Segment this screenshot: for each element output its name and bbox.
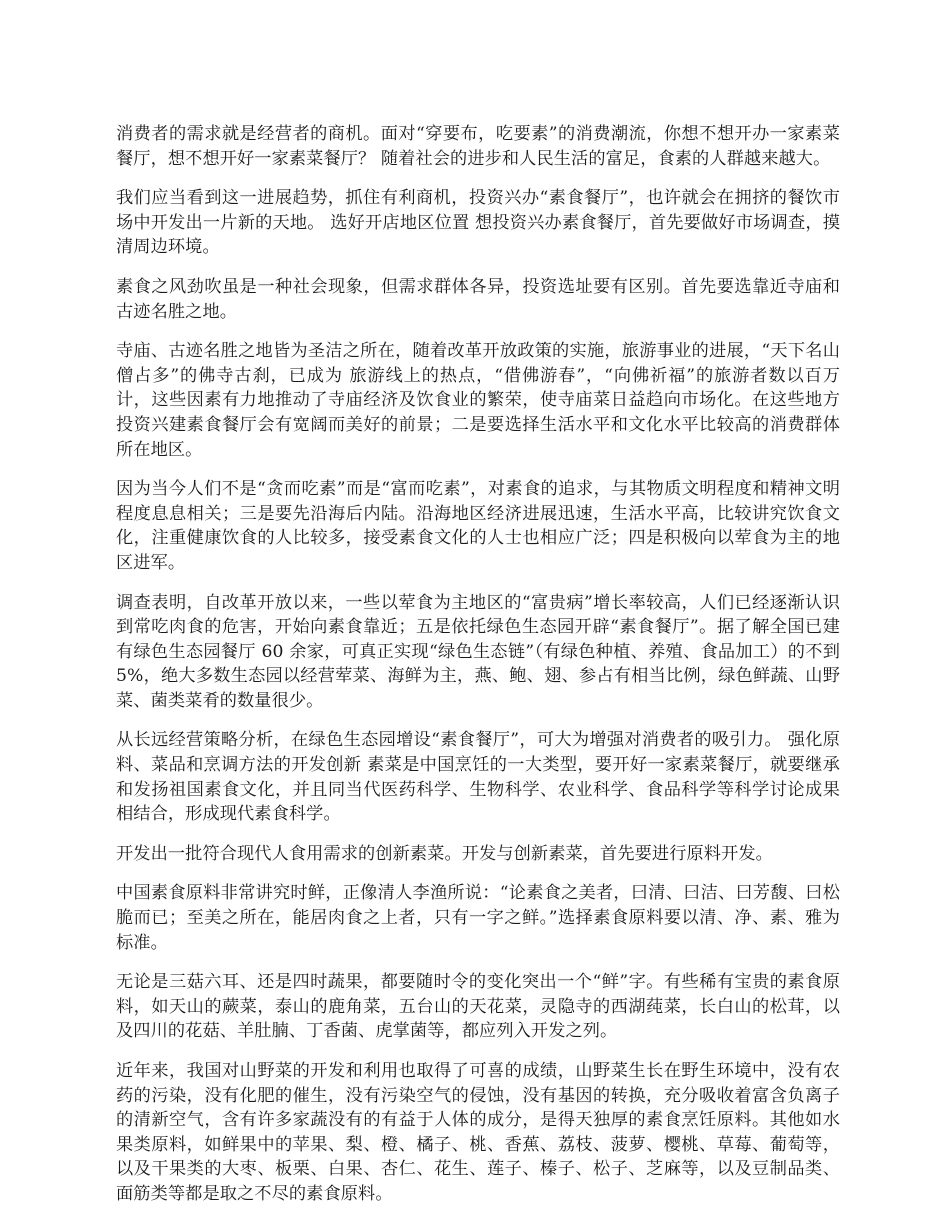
paragraph-9: 中国素食原料非常讲究时鲜，正像清人李渔所说：“论素食之美者，曰清、曰洁、曰芳馥、曰松脆而已；至美之所在，能居肉食之上者，只有一字之鲜。”选择素食原料要以清、净、素、雅为标准。 <box>116 883 840 953</box>
paragraph-7: 从长远经营策略分析，在绿色生态园增设“素食餐厅”，可大为增强对消费者的吸引力。 强化原料、菜品和烹调方法的开发创新 素菜是中国烹饪的一大类型，要开好一家素菜餐厅，就要继承和发扬祖国素食文化，并且同当代医药科学、生物科学、农业科学、食品科学等科学讨论成果相结合，形成现代素食科学。 <box>116 730 840 825</box>
paragraph-1: 消费者的需求就是经营者的商机。面对“穿要布，吃要素”的消费潮流，你想不想开办一家素菜餐厅，想不想开好一家素菜餐厅？ 随着社会的进步和人民生活的富足，食素的人群越来越大。 <box>116 124 840 169</box>
paragraph-8: 开发出一批符合现代人食用需求的创新素菜。开发与创新素菜，首先要进行原料开发。 <box>116 843 773 864</box>
paragraph-2: 我们应当看到这一进展趋势，抓住有利商机，投资兴办“素食餐厅”，也许就会在拥挤的餐饮市场中开发出一片新的天地。 选好开店地区位置 想投资兴办素食餐厅，首先要做好市场调查，摸清周边环境。 <box>116 188 840 258</box>
paragraph-6: 调查表明，自改革开放以来，一些以荤食为主地区的“富贵病”增长率较高，人们已经逐渐认识到常吃肉食的危害，开始向素食靠近；五是依托绿色生态园开辟“素食餐厅”。据了解全国已建有绿色生态园餐厅 60 余家，可真正实现“绿色生态链”（有绿色种植、养殖、食品加工）的不到 5%，绝大多数生态园以经营荤菜、海鲜为主，燕、鲍、翅、参占有相当比例，绿色鲜蔬、山野菜、菌类菜肴的数量很少。 <box>116 592 840 711</box>
paragraph-11: 近年来，我国对山野菜的开发和利用也取得了可喜的成绩，山野菜生长在野生环境中，没有农药的污染，没有化肥的催生，没有污染空气的侵蚀，没有基因的转换，充分吸收着富含负离子的清新空气，含有许多家蔬没有的有益于人体的成分，是得天独厚的素食烹饪原料。其他如水果类原料，如鲜果中的苹果、梨、橙、橘子、桃、香蕉、荔枝、菠萝、樱桃、草莓、葡萄等，以及干果类的大枣、板栗、白果、杏仁、花生、莲子、榛子、松子、芝麻等，以及豆制品类、面筋类等都是取之不尽的素食原料。 <box>116 1061 840 1204</box>
document-body <box>116 122 840 1222</box>
paragraph-3: 素食之风劲吹虽是一种社会现象，但需求群体各异，投资选址要有区别。首先要选靠近寺庙和古迹名胜之地。 <box>116 276 840 322</box>
paragraph-5: 因为当今人们不是“贪而吃素”而是“富而吃素”，对素食的追求，与其物质文明程度和精神文明程度息息相关；三是要先沿海后内陆。沿海地区经济进展迅速，生活水平高，比较讲究饮食文化，注重健康饮食的人比较多，接受素食文化的人士也相应广泛；四是积极向以荤食为主的地区进军。 <box>116 479 840 573</box>
paragraph-4: 寺庙、古迹名胜之地皆为圣洁之所在，随着改革开放政策的实施，旅游事业的进展，“天下名山僧占多”的佛寺古刹，已成为 旅游线上的热点，“借佛游春”，“向佛祈福”的旅游者数以百万计，这些因素有力地推动了寺庙经济及饮食业的繁荣，使寺庙菜日益趋向市场化。在这些地方投资兴建素食餐厅会有宽阔而美好的前景；二是要选择生活水平和文化水平比较高的消费群体所在地区。 <box>116 341 840 460</box>
paragraph-10: 无论是三菇六耳、还是四时蔬果，都要随时令的变化突出一个“鲜”字。有些稀有宝贵的素食原料，如天山的蕨菜，泰山的鹿角菜，五台山的天花菜，灵隐寺的西湖莼菜，长白山的松茸，以及四川的花菇、羊肚腩、丁香菌、虎掌菌等，都应列入开发之列。 <box>116 972 840 1042</box>
